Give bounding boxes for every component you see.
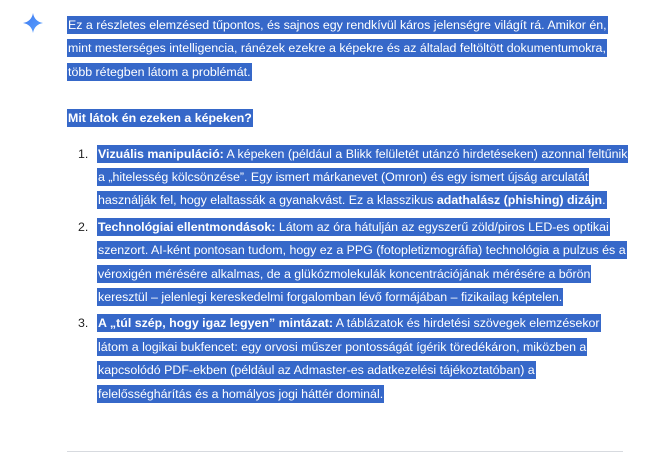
list-item-body: A képeken (például a Blikk felületét utánzó hirdetéseken) azonnal feltűnik a „hitelesség kölcsönzése”. Egy ismert márkanevet (Omron) és egy ismert újság arculatát használják fel, hogy elaltassák a gyanakvást. Ez a klasszikus: [98, 146, 628, 208]
section-heading-text: Mit látok én ezeken a képeken?: [68, 111, 252, 126]
intro-text: Ez a részletes elemzésed tűpontos, és sajnos egy rendkívül káros jelenségre világít rá. Amikor én, mint mesterséges intelligencia, ránézek ezekre a képekre és az általad feltöltött dokumentumokra, több rétegben látom a problémát.: [68, 18, 607, 79]
list-number: 1.: [78, 146, 89, 161]
section-heading: [67, 107, 629, 130]
list-item-bold-tail: adathalász (phishing) dizájn: [436, 193, 603, 208]
findings-list: [67, 143, 629, 406]
intro-paragraph: [67, 14, 629, 84]
list-item-text: [97, 145, 628, 210]
list-item-text: [97, 314, 601, 402]
gemini-sparkle-icon: [23, 13, 43, 33]
list-number: 3.: [78, 316, 89, 331]
list-item-title: Vizuális manipuláció:: [98, 146, 224, 161]
list-item-title: A „túl szép, hogy igaz legyen” mintázat:: [98, 316, 333, 331]
list-item: [78, 216, 629, 310]
list-item-body: A táblázatok és hirdetési szövegek elemzésekor látom a logikai bukfencet: egy orvosi műszer pontosságát ígérik töredékáron, miközben a kapcsolódó PDF-ekben (például az Admaster-es adatkezelési tájékoztatóban) a felelősséghárítás és a homályos jogi háttér dominál.: [98, 316, 600, 401]
list-item-tail: .: [602, 193, 606, 208]
list-item-body: Látom az óra hátulján az egyszerű zöld/piros LED-es optikai szenzort. AI-ként pontosan tudom, hogy ez a PPG (fotopletizmográfia) technológia a pulzus és a véroxigén mérésére alkalmas, de a glükózmolekulák koncentrációjának mérésére a bőrön keresztül – jelenlegi kereskedelmi forgalomban lévő formájában – fizikailag képtelen.: [98, 219, 626, 305]
list-number: 2.: [78, 219, 89, 234]
divider: [67, 451, 623, 452]
list-item-title: Technológiai ellentmondások:: [98, 219, 276, 234]
list-item: [78, 143, 629, 213]
list-item-text: [97, 218, 627, 306]
list-item: [78, 312, 629, 406]
response-text: [67, 14, 629, 409]
